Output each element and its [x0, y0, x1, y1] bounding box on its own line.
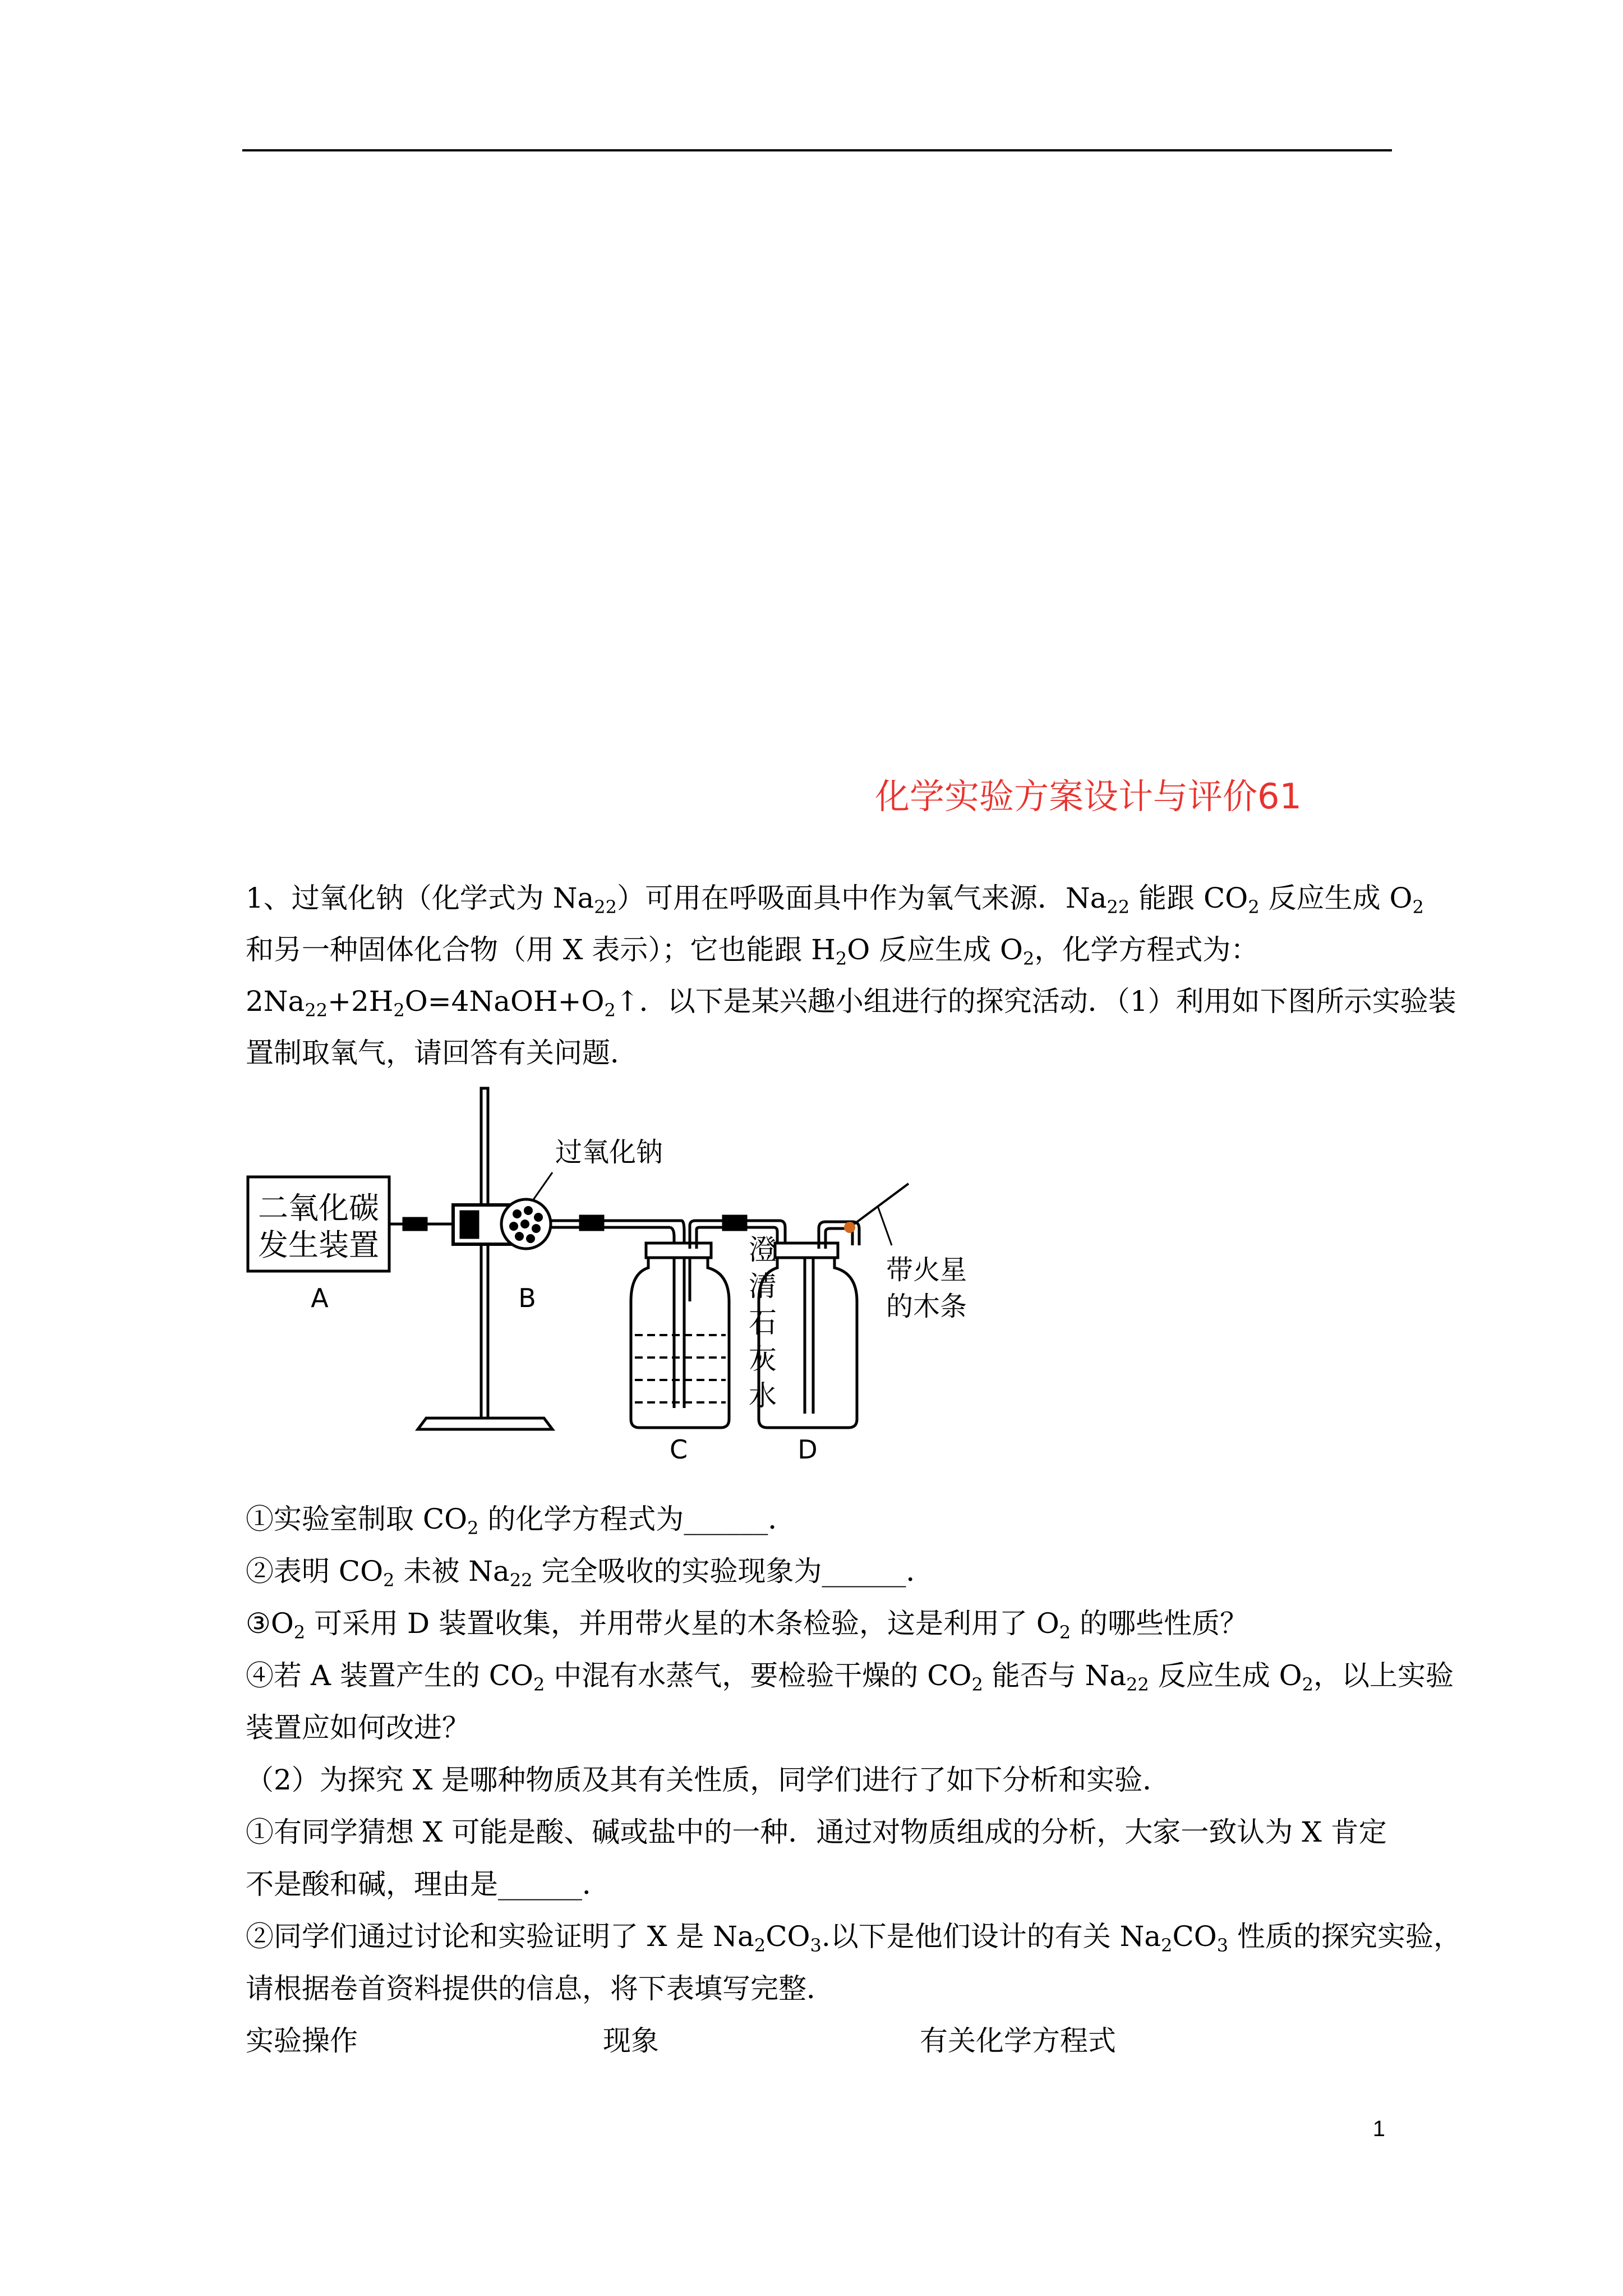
reagent-label: 过氧化钠 — [555, 1137, 663, 1168]
glowing-splint — [850, 1184, 909, 1227]
sub-question-2: ②表明 $CO_2$ 未被 $Na_{22}$ 完全吸收的实验现象为______． — [246, 1555, 934, 1591]
sub-question-4-cont: 装置应如何改进？ — [246, 1711, 470, 1744]
limewater-char-2: 清 — [749, 1270, 777, 1303]
sub-question-4: ④若 A 装置产生的 $CO_2$ 中混有水蒸气，要检验干燥的 $CO_2$ 能否与 $Na_{22}$ 反应生成 $O_2$，以上实验 — [246, 1659, 1454, 1695]
label-a: A — [311, 1283, 329, 1313]
splint-tip — [844, 1222, 855, 1233]
box-label-line2: 发生装置 — [258, 1227, 379, 1263]
limewater-char-1: 澄 — [749, 1234, 777, 1266]
question-1-line-4: 置制取氧气，请回答有关问题． — [246, 1037, 638, 1069]
part-2-intro: （2）为探究 X 是哪种物质及其有关性质，同学们进行了如下分析和实验． — [246, 1764, 1171, 1796]
label-c: C — [669, 1434, 688, 1465]
table-header-operation: 实验操作 — [246, 2024, 358, 2057]
stand-rod — [481, 1088, 488, 1419]
sub-question-1: ①实验室制取 $CO_2$ 的化学方程式为______． — [246, 1503, 796, 1539]
part-2-question-2-cont: 请根据卷首资料提供的信息，将下表填写完整． — [246, 1972, 834, 2005]
splint-label-line2: 的木条 — [886, 1291, 967, 1322]
label-d: D — [797, 1434, 818, 1465]
page-title: 化学实验方案设计与评价61 — [875, 776, 1302, 817]
limewater-char-4: 灰 — [749, 1343, 777, 1375]
page-number: 1 — [1372, 2116, 1385, 2141]
part-2-question-1: ①有同学猜想 X 可能是酸、碱或盐中的一种．通过对物质组成的分析，大家一致认为 X 肯定 — [246, 1816, 1387, 1848]
sub-question-3: $③O_2$ 可采用 D 装置收集，并用带火星的木条检验，这是利用了 $O_2$ 的哪些性质？ — [246, 1607, 1248, 1643]
limewater-char-5: 水 — [749, 1379, 777, 1412]
splint-label-line1: 带火星 — [886, 1254, 967, 1286]
bottle-c — [631, 1245, 729, 1428]
header-rule — [242, 149, 1392, 151]
limewater-char-3: 石 — [749, 1306, 777, 1339]
box-label-line1: 二氧化碳 — [258, 1190, 379, 1226]
table-header-equation: 有关化学方程式 — [920, 2024, 1116, 2057]
question-1-line-3: $2Na_{22}+2H_2O=4NaOH+O_2↑$．以下是某兴趣小组进行的探究活动．（1）利用如下图所示实验装 — [246, 985, 1456, 1021]
part-2-question-2: ②同学们通过讨论和实验证明了 X 是 $Na_2CO_3$.以下是他们设计的有关 $Na_2CO_3$ 性质的探究实验， — [246, 1920, 1462, 1956]
apparatus-diagram — [241, 1077, 998, 1470]
question-1-line-2: 和另一种固体化合物（用 X 表示）；它也能跟 $H_2O$ 反应生成 $O_2$，化学方程式为： — [246, 933, 1259, 969]
label-b: B — [518, 1283, 536, 1313]
question-1-line-1: 1、过氧化钠（化学式为 $Na_{22}$）可用在呼吸面具中作为氧气来源．$Na_{22}$ 能跟 $CO_2$ 反应生成 $O_2$ — [246, 882, 1424, 918]
part-2-question-1-cont: 不是酸和碱，理由是______． — [246, 1868, 610, 1901]
stand-base — [418, 1418, 552, 1429]
table-header-phenomenon: 现象 — [603, 2024, 659, 2057]
